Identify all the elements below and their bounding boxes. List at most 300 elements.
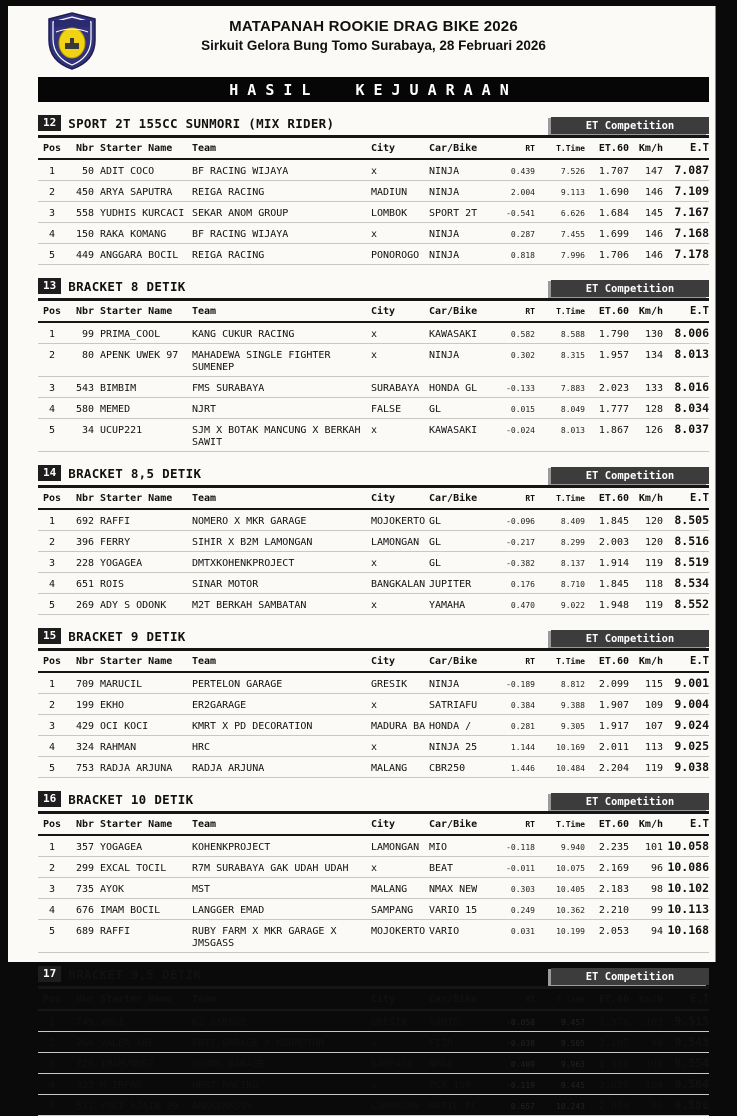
result-bike: KAWASAKI bbox=[429, 329, 478, 340]
table-header-row bbox=[38, 989, 709, 1011]
result-et60: 1.948 bbox=[598, 600, 629, 611]
result-bike: MATIC PC bbox=[429, 1101, 478, 1112]
result-city: MADURA BA bbox=[371, 721, 426, 732]
result-bike: NINJA bbox=[429, 187, 460, 198]
column-header-ttime: T.Time bbox=[556, 494, 585, 503]
result-team: LANGGER EMAD bbox=[192, 905, 265, 916]
result-ttime: 10.484 bbox=[556, 764, 585, 773]
result-team: PERTELON GARAGE bbox=[192, 679, 283, 690]
result-bike: SATRIAFU bbox=[429, 700, 478, 711]
result-city: LOMBOK bbox=[371, 208, 408, 219]
result-name: BIMBIM bbox=[100, 383, 137, 394]
class-number-badge: 12 bbox=[38, 115, 61, 131]
result-pos: 5 bbox=[48, 763, 56, 774]
column-header-nbr: Nbr bbox=[75, 994, 94, 1005]
result-et: 9.586 bbox=[674, 1098, 709, 1112]
result-name: YOGI bbox=[100, 1017, 125, 1028]
result-et60: 2.107 bbox=[598, 1038, 629, 1049]
result-kmh: 98 bbox=[650, 1038, 663, 1049]
result-kmh: 119 bbox=[644, 763, 663, 774]
result-et60: 2.011 bbox=[598, 742, 629, 753]
result-nbr: 720 bbox=[75, 1059, 94, 1070]
result-name: IMAMVNDRZ bbox=[100, 1059, 155, 1070]
result-team: OPONK GARAGE bbox=[192, 1059, 265, 1070]
result-name: OCI KOCI bbox=[100, 721, 149, 732]
result-rt: -0.189 bbox=[506, 680, 535, 689]
class-section bbox=[38, 964, 709, 1116]
column-header-bike: Car/Bike bbox=[429, 493, 478, 504]
result-pos: 5 bbox=[48, 425, 56, 436]
result-rt: -0.119 bbox=[506, 1081, 535, 1090]
result-pos: 5 bbox=[48, 926, 56, 937]
result-row bbox=[38, 181, 709, 202]
result-team: M2T BERKAH SAMBATAN bbox=[192, 600, 307, 611]
column-header-rt: RT bbox=[525, 657, 535, 666]
result-et60: 1.684 bbox=[598, 208, 629, 219]
result-row bbox=[38, 202, 709, 223]
result-bike: NINJA bbox=[429, 250, 460, 261]
result-ttime: 10.199 bbox=[556, 927, 585, 936]
result-city: SURABAYA bbox=[371, 383, 420, 394]
column-header-city: City bbox=[371, 143, 396, 154]
column-header-rt: RT bbox=[525, 494, 535, 503]
result-rt: 0.281 bbox=[510, 722, 535, 731]
column-header-kmh: Km/h bbox=[638, 994, 663, 1005]
result-rt: 0.818 bbox=[510, 251, 535, 260]
column-header-ttime: T.Time bbox=[556, 995, 585, 1004]
class-title: SPORT 2T 155CC SUNMORI (MIX RIDER) bbox=[68, 115, 335, 131]
result-name: M IRFAN bbox=[100, 1080, 143, 1091]
result-et60: 2.235 bbox=[598, 842, 629, 853]
column-header-pos: Pos bbox=[42, 306, 62, 317]
result-city: x bbox=[371, 166, 378, 177]
result-et60: 2.023 bbox=[598, 383, 629, 394]
result-kmh: 96 bbox=[650, 1101, 663, 1112]
result-ttime: 9.113 bbox=[560, 188, 585, 197]
column-header-rt: RT bbox=[525, 307, 535, 316]
result-kmh: 98 bbox=[650, 884, 663, 895]
column-header-ttime: T.Time bbox=[556, 144, 585, 153]
result-name: RAFFI bbox=[100, 926, 131, 937]
result-kmh: 119 bbox=[644, 558, 663, 569]
result-ttime: 10.405 bbox=[556, 885, 585, 894]
result-ttime: 9.022 bbox=[560, 601, 585, 610]
result-et: 9.038 bbox=[674, 760, 709, 774]
result-team: BRTT GARAGE X MBRMOTOR_ bbox=[192, 1038, 331, 1049]
result-city: SAMPANG bbox=[371, 905, 414, 916]
class-number-badge: 17 bbox=[38, 966, 61, 982]
column-header-kmh: Km/h bbox=[638, 493, 663, 504]
result-pos: 3 bbox=[48, 558, 56, 569]
result-row bbox=[38, 377, 709, 398]
result-kmh: 133 bbox=[644, 383, 663, 394]
result-et60: 1.867 bbox=[598, 425, 629, 436]
class-section-header bbox=[38, 463, 709, 488]
result-ttime: 9.457 bbox=[560, 1018, 585, 1027]
column-header-bike: Car/Bike bbox=[429, 994, 478, 1005]
et-competition-badge: ET Competition bbox=[551, 280, 709, 297]
result-pos: 3 bbox=[48, 208, 56, 219]
result-city: MOJOKERTO bbox=[371, 516, 426, 527]
result-name: ANGGARA BOCIL bbox=[100, 250, 179, 261]
result-bike: GL bbox=[429, 558, 442, 569]
result-kmh: 128 bbox=[644, 404, 663, 415]
result-ttime: 8.588 bbox=[560, 330, 585, 339]
result-team: FMS SURABAYA bbox=[192, 383, 265, 394]
result-bike: NINJA bbox=[429, 229, 460, 240]
results-page bbox=[8, 6, 716, 1112]
result-kmh: 146 bbox=[644, 187, 663, 198]
results-banner-text: HASIL KEJUARAAN bbox=[229, 80, 518, 99]
result-name: IMAM BOCIL bbox=[100, 905, 161, 916]
column-header-city: City bbox=[371, 994, 396, 1005]
result-bike: NINJA bbox=[429, 350, 460, 361]
result-city: x bbox=[371, 863, 378, 874]
result-kmh: 145 bbox=[644, 208, 663, 219]
result-city: x bbox=[371, 350, 378, 361]
result-bike: PCX 150 bbox=[429, 1080, 472, 1091]
result-nbr: 228 bbox=[75, 558, 94, 569]
result-pos: 4 bbox=[48, 742, 56, 753]
result-rt: 0.657 bbox=[510, 1102, 535, 1111]
result-pos: 4 bbox=[48, 1080, 56, 1091]
column-header-et: E.T bbox=[690, 142, 709, 154]
result-rt: 0.409 bbox=[510, 1060, 535, 1069]
column-header-pos: Pos bbox=[42, 819, 62, 830]
class-number-badge: 14 bbox=[38, 465, 61, 481]
column-header-nbr: Nbr bbox=[75, 143, 94, 154]
result-bike: MIO bbox=[429, 842, 448, 853]
result-team: KANG CUKUR RACING bbox=[192, 329, 295, 340]
result-bike: FIZR bbox=[429, 1038, 454, 1049]
result-row bbox=[38, 573, 709, 594]
result-rt: 0.470 bbox=[510, 601, 535, 610]
result-kmh: 119 bbox=[644, 600, 663, 611]
result-rt: -0.038 bbox=[506, 1039, 535, 1048]
result-ttime: 7.526 bbox=[560, 167, 585, 176]
result-city: x bbox=[371, 600, 378, 611]
result-et: 8.013 bbox=[674, 347, 709, 361]
result-rt: -0.217 bbox=[506, 538, 535, 547]
result-ttime: 9.963 bbox=[560, 1060, 585, 1069]
class-number-badge: 15 bbox=[38, 628, 61, 644]
result-et60: 2.210 bbox=[598, 905, 629, 916]
result-kmh: 101 bbox=[644, 1059, 663, 1070]
column-header-city: City bbox=[371, 819, 396, 830]
result-city: MALANG bbox=[371, 763, 408, 774]
result-bike: HONDA GL bbox=[429, 383, 478, 394]
result-kmh: 146 bbox=[644, 229, 663, 240]
result-pos: 1 bbox=[48, 329, 56, 340]
column-header-et60: ET.60 bbox=[598, 994, 629, 1005]
et-competition-badge: ET Competition bbox=[551, 117, 709, 134]
result-pos: 1 bbox=[48, 516, 56, 527]
column-header-ttime: T.Time bbox=[556, 657, 585, 666]
class-number-badge: 13 bbox=[38, 278, 61, 294]
result-nbr: 558 bbox=[75, 208, 94, 219]
result-ttime: 8.299 bbox=[560, 538, 585, 547]
class-section-header bbox=[38, 626, 709, 651]
result-name: YUDHIS KURCACI bbox=[100, 208, 185, 219]
result-pos: 5 bbox=[48, 600, 56, 611]
result-team: K2 GARAGE bbox=[192, 1017, 247, 1028]
result-pos: 4 bbox=[48, 579, 56, 590]
result-pos: 3 bbox=[48, 721, 56, 732]
result-rt: -0.024 bbox=[506, 426, 535, 435]
result-et60: 1.790 bbox=[598, 329, 629, 340]
column-header-et60: ET.60 bbox=[598, 306, 629, 317]
result-name: YOGAGEA bbox=[100, 558, 143, 569]
result-name: ROIS bbox=[100, 579, 125, 590]
class-section-header bbox=[38, 113, 709, 138]
result-et: 7.178 bbox=[674, 247, 709, 261]
table-header-row bbox=[38, 814, 709, 836]
column-header-et: E.T bbox=[690, 492, 709, 504]
result-et: 7.168 bbox=[674, 226, 709, 240]
result-team: NOMERO X MKR GARAGE bbox=[192, 516, 307, 527]
event-subtitle: Sirkuit Gelora Bung Tomo Surabaya, 28 Februari 2026 bbox=[201, 38, 546, 53]
table-body bbox=[38, 673, 709, 778]
result-pos: 5 bbox=[48, 1101, 56, 1112]
column-header-team: Team bbox=[192, 994, 217, 1005]
result-row bbox=[38, 552, 709, 573]
result-et: 8.016 bbox=[674, 380, 709, 394]
column-header-et: E.T bbox=[690, 993, 709, 1005]
result-kmh: 126 bbox=[644, 425, 663, 436]
result-nbr: 689 bbox=[75, 926, 94, 937]
result-kmh: 101 bbox=[644, 842, 663, 853]
result-et60: 2.099 bbox=[598, 679, 629, 690]
result-bike: GL bbox=[429, 404, 442, 415]
result-nbr: 676 bbox=[75, 905, 94, 916]
column-header-nbr: Nbr bbox=[75, 656, 94, 667]
result-team: KOHENKPROJECT bbox=[192, 842, 271, 853]
result-et: 8.534 bbox=[674, 576, 709, 590]
table-header-row bbox=[38, 301, 709, 323]
column-header-pos: Pos bbox=[42, 143, 62, 154]
result-name: RAHMAN bbox=[100, 742, 137, 753]
result-et: 9.001 bbox=[674, 676, 709, 690]
column-header-et60: ET.60 bbox=[598, 819, 629, 830]
result-name: UCUP221 bbox=[100, 425, 143, 436]
result-rt: 0.176 bbox=[510, 580, 535, 589]
result-et: 9.554 bbox=[674, 1056, 709, 1070]
result-city: x bbox=[371, 425, 378, 436]
column-header-et: E.T bbox=[690, 305, 709, 317]
result-kmh: 134 bbox=[644, 350, 663, 361]
result-et: 7.087 bbox=[674, 163, 709, 177]
result-name: RAKA KOMANG bbox=[100, 229, 167, 240]
result-nbr: 753 bbox=[75, 763, 94, 774]
column-header-name: Starter Name bbox=[100, 656, 173, 667]
result-et: 8.006 bbox=[674, 326, 709, 340]
result-city: GRESIK bbox=[371, 679, 408, 690]
result-row bbox=[38, 223, 709, 244]
result-kmh: 130 bbox=[644, 329, 663, 340]
result-row bbox=[38, 694, 709, 715]
result-nbr: 396 bbox=[75, 537, 94, 548]
result-nbr: 735 bbox=[75, 884, 94, 895]
class-number-badge: 16 bbox=[38, 791, 61, 807]
result-kmh: 107 bbox=[644, 721, 663, 732]
class-section bbox=[38, 113, 709, 265]
class-title: BRACKET 8 DETIK bbox=[68, 278, 186, 294]
table-body bbox=[38, 836, 709, 953]
result-et: 8.552 bbox=[674, 597, 709, 611]
result-pos: 2 bbox=[48, 350, 56, 361]
result-kmh: 115 bbox=[644, 679, 663, 690]
result-name: RADJA ARJUNA bbox=[100, 763, 173, 774]
table-body bbox=[38, 323, 709, 452]
result-bike: VARIO 15 bbox=[429, 905, 478, 916]
document-header bbox=[38, 10, 709, 72]
result-city: x bbox=[371, 1038, 378, 1049]
class-section bbox=[38, 463, 709, 615]
result-ttime: 6.626 bbox=[560, 209, 585, 218]
column-header-rt: RT bbox=[525, 995, 535, 1004]
result-name: MARUCIL bbox=[100, 679, 143, 690]
result-pos: 4 bbox=[48, 229, 56, 240]
event-title: MATAPANAH ROOKIE DRAG BIKE 2026 bbox=[229, 18, 518, 35]
result-nbr: 429 bbox=[75, 721, 94, 732]
result-city: LAMONGAN bbox=[371, 537, 420, 548]
result-ttime: 8.812 bbox=[560, 680, 585, 689]
result-et60: 2.003 bbox=[598, 537, 629, 548]
result-city: x bbox=[371, 329, 378, 340]
result-ttime: 8.049 bbox=[560, 405, 585, 414]
result-team: HRC bbox=[192, 742, 211, 753]
result-row bbox=[38, 878, 709, 899]
result-name: FERRY bbox=[100, 537, 131, 548]
result-pos: 1 bbox=[48, 842, 56, 853]
result-et60: 1.707 bbox=[598, 166, 629, 177]
result-bike: GL bbox=[429, 537, 442, 548]
result-rt: 0.439 bbox=[510, 167, 535, 176]
result-ttime: 9.445 bbox=[560, 1081, 585, 1090]
result-bike: VARIO bbox=[429, 926, 460, 937]
column-header-kmh: Km/h bbox=[638, 143, 663, 154]
result-name: ADY S ODONK bbox=[100, 600, 167, 611]
result-team: RADJA ARJUNA bbox=[192, 763, 265, 774]
result-et60: 2.183 bbox=[598, 884, 629, 895]
result-nbr: 543 bbox=[75, 383, 94, 394]
class-title: BRACKET 9 DETIK bbox=[68, 628, 186, 644]
result-kmh: 96 bbox=[650, 863, 663, 874]
result-et60: 1.845 bbox=[598, 516, 629, 527]
result-rt: 0.303 bbox=[510, 885, 535, 894]
table-header-row bbox=[38, 138, 709, 160]
column-header-pos: Pos bbox=[42, 493, 62, 504]
et-competition-badge: ET Competition bbox=[551, 793, 709, 810]
result-bike: NMAX bbox=[429, 1059, 454, 1070]
result-city: LAMONGAN bbox=[371, 1101, 420, 1112]
table-body bbox=[38, 510, 709, 615]
class-section bbox=[38, 276, 709, 452]
result-ttime: 10.362 bbox=[556, 906, 585, 915]
result-team: DMTXKOHENKPROJECT bbox=[192, 558, 295, 569]
result-et: 8.516 bbox=[674, 534, 709, 548]
column-header-et: E.T bbox=[690, 655, 709, 667]
result-ttime: 10.075 bbox=[556, 864, 585, 873]
result-name: YOGI AJAIB 99 bbox=[100, 1101, 179, 1112]
result-nbr: 651 bbox=[75, 579, 94, 590]
result-rt: 2.004 bbox=[510, 188, 535, 197]
result-ttime: 9.305 bbox=[560, 722, 585, 731]
result-city: GRESIK bbox=[371, 1017, 408, 1028]
table-header-row bbox=[38, 651, 709, 673]
result-name: APENK UWEK 97 bbox=[100, 350, 179, 361]
result-kmh: 99 bbox=[650, 905, 663, 916]
column-header-city: City bbox=[371, 493, 396, 504]
result-et: 10.113 bbox=[667, 902, 709, 916]
results-banner bbox=[38, 77, 709, 102]
table-body bbox=[38, 160, 709, 265]
result-row bbox=[38, 594, 709, 615]
result-et: 10.168 bbox=[667, 923, 709, 937]
result-nbr: 322 bbox=[75, 1080, 94, 1091]
result-nbr: 269 bbox=[75, 600, 94, 611]
result-nbr: 692 bbox=[75, 516, 94, 527]
column-header-nbr: Nbr bbox=[75, 493, 94, 504]
result-bike: BEAT bbox=[429, 863, 454, 874]
result-et: 10.086 bbox=[667, 860, 709, 874]
result-ttime: 10.243 bbox=[556, 1102, 585, 1111]
column-header-bike: Car/Bike bbox=[429, 819, 478, 830]
result-bike: JUPITER bbox=[429, 579, 472, 590]
result-team: MAHADEWA SINGLE FIGHTER SUMENEP bbox=[192, 350, 331, 373]
result-team: BF RACING WIJAYA bbox=[192, 229, 289, 240]
result-et60: 1.845 bbox=[598, 579, 629, 590]
result-pos: 3 bbox=[48, 383, 56, 394]
result-team: RUBY FARM X MKR GARAGE X JMSGASS bbox=[192, 926, 337, 949]
result-pos: 3 bbox=[48, 884, 56, 895]
result-pos: 2 bbox=[48, 863, 56, 874]
result-bike: NINJA bbox=[429, 166, 460, 177]
result-city: MOJOKERTO bbox=[371, 926, 426, 937]
column-header-ttime: T.Time bbox=[556, 820, 585, 829]
column-header-name: Starter Name bbox=[100, 819, 173, 830]
result-rt: 1.446 bbox=[510, 764, 535, 773]
result-pos: 3 bbox=[48, 1059, 56, 1070]
class-section-header bbox=[38, 276, 709, 301]
column-header-et: E.T bbox=[690, 818, 709, 830]
result-name: AYOK bbox=[100, 884, 125, 895]
result-name: YOGAGEA bbox=[100, 842, 143, 853]
column-header-pos: Pos bbox=[42, 656, 62, 667]
column-header-et60: ET.60 bbox=[598, 143, 629, 154]
result-et60: 2.169 bbox=[598, 863, 629, 874]
result-city: x bbox=[371, 700, 378, 711]
result-kmh: 103 bbox=[644, 1017, 663, 1028]
result-row bbox=[38, 920, 709, 953]
column-header-team: Team bbox=[192, 819, 217, 830]
result-rt: 0.015 bbox=[510, 405, 535, 414]
result-bike: HONDA / bbox=[429, 721, 472, 732]
result-et60: 1.706 bbox=[598, 250, 629, 261]
result-bike: NMAX NEW bbox=[429, 884, 478, 895]
result-kmh: 109 bbox=[644, 700, 663, 711]
result-nbr: 709 bbox=[75, 679, 94, 690]
result-city: x bbox=[371, 229, 378, 240]
result-et60: 1.690 bbox=[598, 187, 629, 198]
et-competition-badge: ET Competition bbox=[551, 968, 709, 985]
result-nbr: 324 bbox=[75, 742, 94, 753]
result-row bbox=[38, 510, 709, 531]
result-ttime: 7.883 bbox=[560, 384, 585, 393]
result-team: HBRT RACING bbox=[192, 1080, 259, 1091]
result-nbr: 99 bbox=[81, 329, 94, 340]
result-pos: 2 bbox=[48, 1038, 56, 1049]
